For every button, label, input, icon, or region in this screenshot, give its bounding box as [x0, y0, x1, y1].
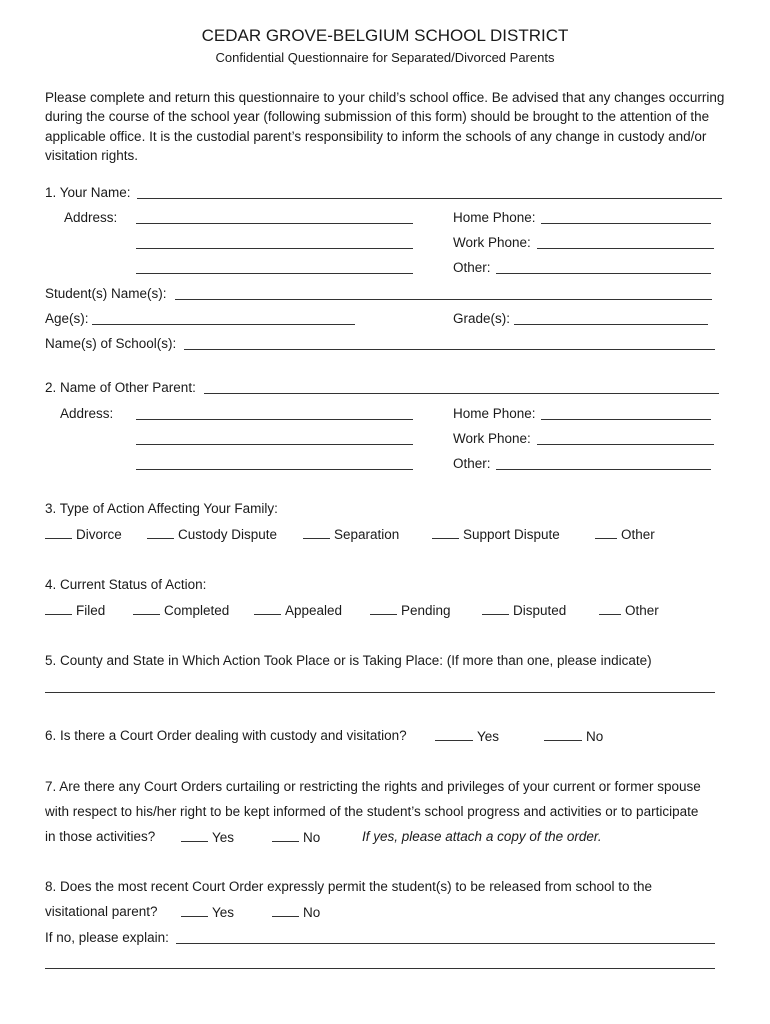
blank-line	[432, 526, 459, 539]
option-custody-dispute[interactable]	[147, 526, 277, 543]
option-label: Divorce	[76, 527, 122, 542]
ages-label: Age(s):	[45, 311, 89, 326]
grades-field[interactable]	[514, 324, 708, 325]
ages-field[interactable]	[92, 324, 355, 325]
address-label: Address:	[64, 210, 118, 225]
option-label: Other	[621, 527, 655, 542]
blank-line	[272, 829, 299, 842]
schools-label: Name(s) of School(s):	[45, 336, 177, 351]
option-label: No	[303, 905, 321, 920]
county-state-field[interactable]	[45, 692, 715, 693]
form-title: CEDAR GROVE-BELGIUM SCHOOL DISTRICT	[201, 26, 569, 45]
release-no[interactable]	[272, 904, 320, 921]
blank-line	[272, 904, 299, 917]
option-label: Support Dispute	[463, 527, 560, 542]
blank-line	[482, 602, 509, 615]
other-parent-work-phone-label: Work Phone:	[453, 431, 531, 446]
restriction-question-line-3: in those activities?	[45, 829, 156, 844]
release-question-line-1: 8. Does the most recent Court Order expressly permit the student(s) to be released from school to the	[45, 879, 653, 894]
blank-line	[45, 602, 72, 615]
blank-line	[544, 728, 582, 741]
blank-line	[254, 602, 281, 615]
other-parent-work-phone-field[interactable]	[537, 444, 714, 445]
other-parent-address-line-1[interactable]	[136, 419, 413, 420]
blank-line	[133, 602, 160, 615]
address-line-1[interactable]	[136, 223, 413, 224]
restriction-question-line-2: with respect to his/her right to be kept informed of the student’s school progress and activities or to participate	[45, 804, 699, 819]
county-state-question: 5. County and State in Which Action Took Place or is Taking Place: (If more than one, please indicate)	[45, 653, 652, 668]
other-phone-field[interactable]	[496, 273, 711, 274]
status-question: 4. Current Status of Action:	[45, 577, 207, 592]
option-label: Yes	[212, 905, 235, 920]
other-parent-other-field[interactable]	[496, 469, 711, 470]
other-parent-field[interactable]	[204, 393, 719, 394]
students-names-field[interactable]	[175, 299, 712, 300]
other-parent-address-line-2[interactable]	[136, 444, 413, 445]
court-order-yes[interactable]	[435, 728, 499, 745]
release-yes[interactable]	[181, 904, 234, 921]
option-label: Filed	[76, 603, 106, 618]
option-other-action[interactable]	[595, 526, 655, 543]
option-label: Yes	[212, 830, 235, 845]
option-pending[interactable]	[370, 602, 451, 619]
option-label: Custody Dispute	[178, 527, 278, 542]
blank-line	[595, 526, 617, 539]
court-order-question: 6. Is there a Court Order dealing with custody and visitation?	[45, 728, 407, 743]
option-divorce[interactable]	[45, 526, 122, 543]
court-order-no[interactable]	[544, 728, 603, 745]
other-parent-address-label: Address:	[60, 406, 114, 421]
option-label: No	[586, 729, 604, 744]
students-names-label: Student(s) Name(s):	[45, 286, 167, 301]
address-line-3[interactable]	[136, 273, 413, 274]
explain-label: If no, please explain:	[45, 930, 169, 945]
other-parent-address-line-3[interactable]	[136, 469, 413, 470]
grades-label: Grade(s):	[453, 311, 511, 326]
blank-line	[599, 602, 621, 615]
option-label: Yes	[477, 729, 500, 744]
other-parent-other-label: Other:	[453, 456, 491, 471]
blank-line	[181, 829, 208, 842]
work-phone-label: Work Phone:	[453, 235, 531, 250]
restriction-question-line-1: 7. Are there any Court Orders curtailing or restricting the rights and privileges of your current or former spouse	[45, 779, 701, 794]
action-type-question: 3. Type of Action Affecting Your Family:	[45, 501, 278, 516]
other-phone-label: Other:	[453, 260, 491, 275]
option-label: Pending	[401, 603, 451, 618]
home-phone-field[interactable]	[541, 223, 711, 224]
other-parent-home-phone-field[interactable]	[541, 419, 711, 420]
release-question-line-2: visitational parent?	[45, 904, 158, 919]
your-name-label: 1. Your Name:	[45, 185, 131, 200]
intro-paragraph: Please complete and return this questionnaire to your child’s school office. Be advised that any changes occurring during the course of the school year (following submission of this form) should be brought to the attention of the applicable office. It is the custodial parent’s responsibility to inform the schools of any change in custody and/or visitation rights.	[45, 90, 725, 163]
explain-field-line-2[interactable]	[45, 968, 715, 969]
option-label: Separation	[334, 527, 400, 542]
explain-field-line-1[interactable]	[176, 943, 715, 944]
blank-line	[370, 602, 397, 615]
work-phone-field[interactable]	[537, 248, 714, 249]
attach-order-note: If yes, please attach a copy of the order.	[362, 829, 602, 844]
blank-line	[181, 904, 208, 917]
form-subtitle: Confidential Questionnaire for Separated/Divorced Parents	[215, 50, 555, 65]
option-label: Other	[625, 603, 659, 618]
home-phone-label: Home Phone:	[453, 210, 536, 225]
schools-field[interactable]	[184, 349, 715, 350]
option-support-dispute[interactable]	[432, 526, 560, 543]
restriction-yes[interactable]	[181, 829, 234, 846]
restriction-no[interactable]	[272, 829, 320, 846]
address-line-2[interactable]	[136, 248, 413, 249]
option-label: Appealed	[285, 603, 343, 618]
your-name-field[interactable]	[137, 198, 722, 199]
option-completed[interactable]	[133, 602, 229, 619]
other-parent-home-phone-label: Home Phone:	[453, 406, 536, 421]
blank-line	[303, 526, 330, 539]
option-label: Completed	[164, 603, 230, 618]
option-other-status[interactable]	[599, 602, 659, 619]
option-label: No	[303, 830, 321, 845]
option-filed[interactable]	[45, 602, 105, 619]
other-parent-label: 2. Name of Other Parent:	[45, 380, 196, 395]
option-label: Disputed	[513, 603, 567, 618]
option-separation[interactable]	[303, 526, 399, 543]
option-disputed[interactable]	[482, 602, 566, 619]
blank-line	[147, 526, 174, 539]
blank-line	[45, 526, 72, 539]
blank-line	[435, 728, 473, 741]
option-appealed[interactable]	[254, 602, 342, 619]
